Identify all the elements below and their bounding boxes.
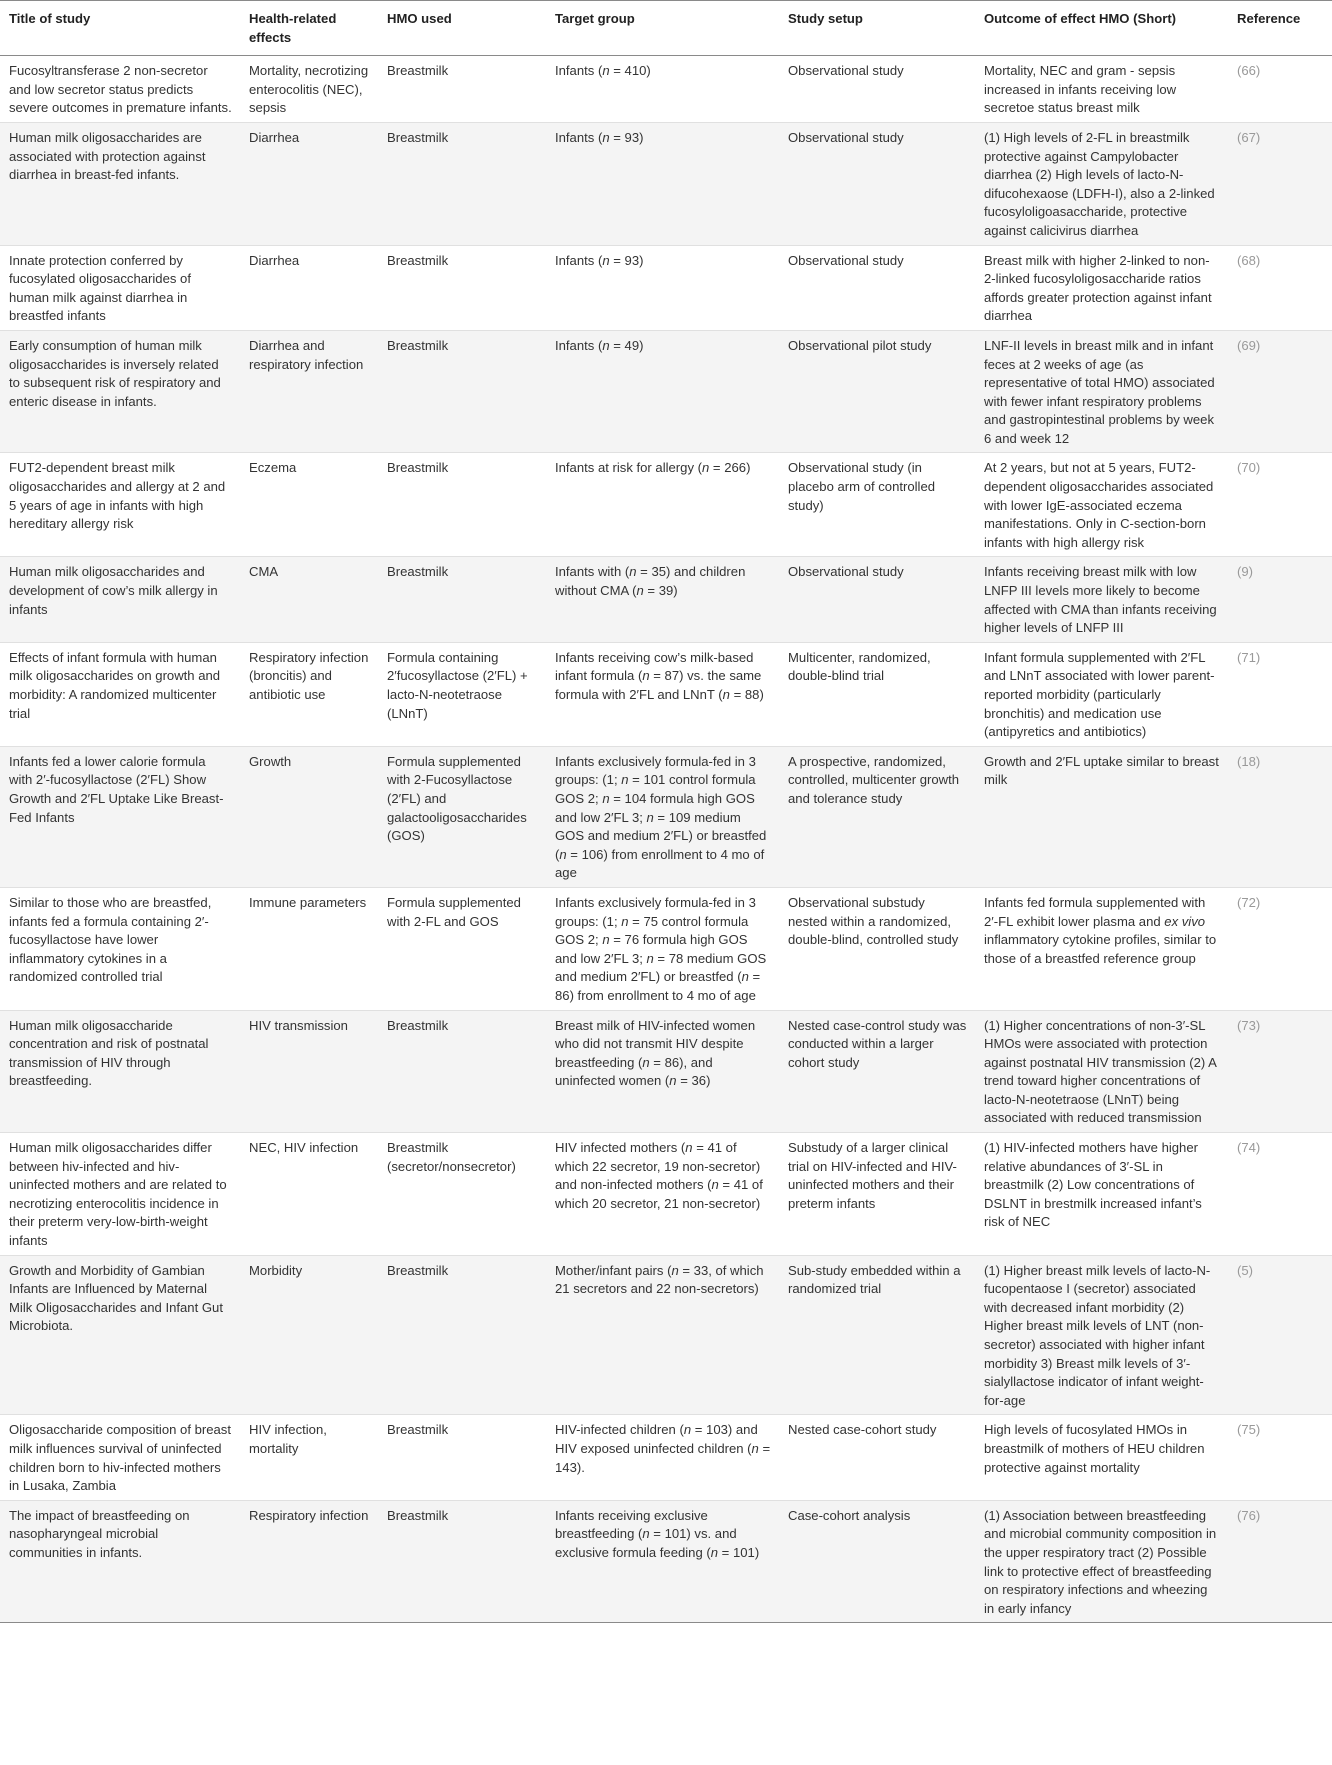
cell-study-setup: Sub-study embedded within a randomized trial xyxy=(788,1262,961,1297)
cell-reference: (66) xyxy=(1237,63,1261,79)
table-row xyxy=(0,122,1332,245)
cell-target-group: Infants exclusively formula-fed in 3 groups: (1; n = 101 control formula GOS 2; n = 104 formula high GOS and low 2′FL 3; n = 109 medium GOS and medium 2′FL) or breastfed (n = 106) from enrollment to 4 mo of age xyxy=(555,753,767,881)
cell-target-group: HIV infected mothers (n = 41 of which 22 secretor, 19 non-secretor) and non-infected mothers (n = 41 of which 20 secretor, 21 non-secretor) xyxy=(555,1140,763,1211)
cell-target-group: Infants (n = 49) xyxy=(555,337,644,353)
cell-study-setup: A prospective, randomized, controlled, multicenter growth and tolerance study xyxy=(788,753,960,806)
table-row xyxy=(0,1255,1332,1415)
header-title: Title of study xyxy=(9,11,91,26)
cell-hmo-used: Breastmilk xyxy=(387,63,449,79)
cell-outcome: (1) Association between breastfeeding and microbial community composition in the upper respiratory tract (2) Possible link to protective effect of breastfeeding on respiratory infections and wheezing in early infancy xyxy=(984,1507,1217,1616)
cell-health-effects: Immune parameters xyxy=(249,894,367,910)
cell-title: Oligosaccharide composition of breast milk influences survival of uninfected children born to hiv-infected mothers in Lusaka, Zambia xyxy=(9,1422,231,1494)
cell-target-group: Infants receiving cow’s milk-based infant formula (n = 87) vs. the same formula with 2′FL and LNnT (n = 88) xyxy=(555,649,764,702)
cell-title: Similar to those who are breastfed, infants fed a formula containing 2′-fucosyllactose have lower inflammatory cytokines in a randomized controlled trial xyxy=(9,894,212,985)
table-row xyxy=(0,1415,1332,1500)
cell-outcome: (1) Higher concentrations of non-3′-SL HMOs were associated with protection against postnatal HIV transmission (2) A trend toward higher concentrations of lacto-N-neotetraose (LNnT) being associated with reduced transmission xyxy=(984,1017,1217,1126)
header-target: Target group xyxy=(555,11,635,26)
cell-health-effects: HIV infection, mortality xyxy=(249,1422,327,1456)
cell-title: Human milk oligosaccharides are associated with protection against diarrhea in breast-fed infants. xyxy=(9,129,206,183)
cell-reference: (68) xyxy=(1237,252,1261,268)
cell-study-setup: Nested case-control study was conducted within a larger cohort study xyxy=(788,1017,967,1070)
cell-title: Effects of infant formula with human milk oligosaccharides on growth and morbidity: A randomized multicenter trial xyxy=(9,649,221,721)
table-row xyxy=(0,1133,1332,1256)
table-row xyxy=(0,56,1332,123)
cell-outcome: Infant formula supplemented with 2′FL and LNnT associated with lower parent-reported morbidity (particularly bronchitis) and medication use (antipyretics and antibiotics) xyxy=(984,649,1215,740)
table-row xyxy=(0,1010,1332,1133)
table-row xyxy=(0,887,1332,1010)
header-effects: Health-related effects xyxy=(249,11,337,45)
cell-outcome: LNF-II levels in breast milk and in infant feces at 2 weeks of age (as representative of total HMO) associated with fewer infant respiratory problems and gastropintestinal problems by week 6 and week 12 xyxy=(984,337,1215,446)
cell-study-setup: Case-cohort analysis xyxy=(788,1507,911,1523)
cell-outcome: Mortality, NEC and gram - sepsis increased in infants receiving low secretoe status breast milk xyxy=(984,63,1177,116)
cell-health-effects: Mortality, necrotizing enterocolitis (NEC), sepsis xyxy=(249,63,369,116)
cell-hmo-used: Breastmilk xyxy=(387,564,449,580)
cell-study-setup: Observational study xyxy=(788,63,904,79)
cell-study-setup: Multicenter, randomized, double-blind trial xyxy=(788,649,931,684)
cell-study-setup: Observational substudy nested within a randomized, double-blind, controlled study xyxy=(788,894,959,948)
cell-title: Growth and Morbidity of Gambian Infants are Influenced by Maternal Milk Oligosaccharides and Infant Gut Microbiota. xyxy=(9,1262,223,1334)
cell-hmo-used: Breastmilk xyxy=(387,337,449,353)
table-row xyxy=(0,642,1332,746)
cell-health-effects: Respiratory infection (broncitis) and antibiotic use xyxy=(249,649,369,702)
cell-outcome: At 2 years, but not at 5 years, FUT2-dependent oligosaccharides associated with lower IgE-associated eczema manifestations. Only in C-section-born infants with high allergy risk xyxy=(984,460,1214,550)
table-row xyxy=(0,746,1332,887)
cell-reference: (75) xyxy=(1237,1422,1261,1438)
cell-reference: (5) xyxy=(1237,1262,1254,1278)
cell-target-group: Infants with (n = 35) and children without CMA (n = 39) xyxy=(555,564,746,599)
cell-hmo-used: Breastmilk xyxy=(387,1507,449,1523)
cell-hmo-used: Breastmilk xyxy=(387,460,449,476)
cell-outcome: Infants receiving breast milk with low LNFP III levels more likely to become affected with CMA than infants receiving higher levels of LNFP III xyxy=(984,564,1217,636)
cell-health-effects: HIV transmission xyxy=(249,1017,348,1033)
cell-study-setup: Substudy of a larger clinical trial on HIV-infected and HIV-uninfected mothers and their preterm infants xyxy=(788,1140,957,1211)
cell-hmo-used: Formula supplemented with 2-Fucosyllactose (2′FL) and galactooligosaccharides (GOS) xyxy=(387,753,527,844)
cell-health-effects: Diarrhea xyxy=(249,252,300,268)
cell-target-group: Infants (n = 410) xyxy=(555,63,651,79)
table-row xyxy=(0,1500,1332,1623)
cell-title: Infants fed a lower calorie formula with 2′-fucosyllactose (2′FL) Show Growth and 2′FL Uptake Like Breast-Fed Infants xyxy=(9,753,224,825)
cell-title: FUT2-dependent breast milk oligosaccharides and allergy at 2 and 5 years of age in infants with high hereditary allergy risk xyxy=(9,460,226,532)
cell-reference: (71) xyxy=(1237,649,1261,665)
cell-title: Human milk oligosaccharides and development of cow’s milk allergy in infants xyxy=(9,564,218,617)
cell-health-effects: Diarrhea and respiratory infection xyxy=(249,337,364,372)
cell-health-effects: NEC, HIV infection xyxy=(249,1140,359,1156)
cell-outcome: Breast milk with higher 2-linked to non-2-linked fucosyloligosaccharide ratios affords greater protection against infant diarrhea xyxy=(984,252,1212,324)
cell-title: Human milk oligosaccharides differ between hiv-infected and hiv-uninfected mothers and are related to necrotizing enterocolitis incidence in their preterm very-low-birth-weight infants xyxy=(9,1140,227,1249)
cell-reference: (72) xyxy=(1237,894,1261,910)
cell-health-effects: Morbidity xyxy=(249,1262,303,1278)
cell-hmo-used: Formula containing 2′fucosyllactose (2′FL) + lacto-N-neotetraose (LNnT) xyxy=(387,649,528,721)
cell-study-setup: Observational study xyxy=(788,564,904,580)
cell-outcome: (1) Higher breast milk levels of lacto-N-fucopentaose I (secretor) associated with decreased infant morbidity (2) Higher breast milk levels of LNT (non-secretor) associated with higher infant morbidity 3) Breast milk levels of 3′-sialyllactose indicator of infant weight-for-age xyxy=(984,1262,1211,1408)
cell-target-group: Infants (n = 93) xyxy=(555,129,644,145)
cell-health-effects: Growth xyxy=(249,753,292,769)
cell-hmo-used: Formula supplemented with 2-FL and GOS xyxy=(387,894,521,929)
cell-study-setup: Observational study xyxy=(788,252,904,268)
table-body xyxy=(0,56,1332,1623)
cell-title: The impact of breastfeeding on nasopharyngeal microbial communities in infants. xyxy=(9,1507,190,1560)
cell-outcome: (1) HIV-infected mothers have higher relative abundances of 3′-SL in breastmilk (2) Low concentrations of DSLNT in brestmilk increased infant’s risk of NEC xyxy=(984,1140,1202,1230)
cell-target-group: Infants exclusively formula-fed in 3 groups: (1; n = 75 control formula GOS 2; n = 76 formula high GOS and low 2′FL 3; n = 78 medium GOS and medium 2′FL) or breastfed (n = 86) from enrollment to 4 mo of age xyxy=(555,894,767,1003)
cell-target-group: Infants receiving exclusive breastfeeding (n = 101) vs. and exclusive formula feeding (n = 101) xyxy=(555,1507,760,1560)
cell-reference: (67) xyxy=(1237,129,1261,145)
header-outcome: Outcome of effect HMO (Short) xyxy=(984,11,1177,26)
cell-study-setup: Observational study xyxy=(788,129,904,145)
cell-reference: (73) xyxy=(1237,1017,1261,1033)
cell-title: Fucosyltransferase 2 non-secretor and low secretor status predicts severe outcomes in premature infants. xyxy=(9,63,232,116)
header-reference: Reference xyxy=(1237,11,1301,26)
cell-outcome: Growth and 2′FL uptake similar to breast milk xyxy=(984,753,1219,788)
cell-title: Innate protection conferred by fucosylated oligosaccharides of human milk against diarrhea in breastfed infants xyxy=(9,252,191,324)
cell-target-group: Infants at risk for allergy (n = 266) xyxy=(555,460,751,476)
table-row xyxy=(0,453,1332,557)
cell-target-group: Breast milk of HIV-infected women who did not transmit HIV despite breastfeeding (n = 86), and uninfected women (n = 36) xyxy=(555,1017,756,1089)
cell-reference: (9) xyxy=(1237,564,1254,580)
cell-hmo-used: Breastmilk xyxy=(387,1017,449,1033)
cell-hmo-used: Breastmilk xyxy=(387,252,449,268)
cell-outcome: Infants fed formula supplemented with 2′-FL exhibit lower plasma and ex vivo inflammatory cytokine profiles, similar to those of a breastfed reference group xyxy=(984,894,1217,966)
cell-study-setup: Observational pilot study xyxy=(788,337,932,353)
cell-reference: (76) xyxy=(1237,1507,1261,1523)
cell-outcome: High levels of fucosylated HMOs in breastmilk of mothers of HEU children protective against mortality xyxy=(984,1422,1205,1475)
cell-hmo-used: Breastmilk (secretor/nonsecretor) xyxy=(387,1140,516,1174)
cell-study-setup: Observational study (in placebo arm of controlled study) xyxy=(788,460,936,513)
table-row xyxy=(0,330,1332,453)
cell-target-group: HIV-infected children (n = 103) and HIV exposed uninfected children (n = 143). xyxy=(555,1422,771,1475)
cell-reference: (18) xyxy=(1237,753,1261,769)
header-hmo: HMO used xyxy=(387,11,452,26)
cell-study-setup: Nested case-cohort study xyxy=(788,1422,937,1438)
cell-reference: (74) xyxy=(1237,1140,1261,1156)
cell-health-effects: Diarrhea xyxy=(249,129,300,145)
cell-title: Human milk oligosaccharide concentration and risk of postnatal transmission of HIV through breastfeeding. xyxy=(9,1017,209,1089)
table-row xyxy=(0,557,1332,642)
cell-health-effects: Eczema xyxy=(249,460,297,476)
cell-target-group: Mother/infant pairs (n = 33, of which 21 secretors and 22 non-secretors) xyxy=(555,1262,764,1297)
header-row xyxy=(0,1,1332,56)
header-setup: Study setup xyxy=(788,11,863,26)
table-row xyxy=(0,245,1332,330)
cell-reference: (70) xyxy=(1237,460,1261,476)
cell-outcome: (1) High levels of 2-FL in breastmilk protective against Campylobacter diarrhea (2) High levels of lacto-N-difucohexaose (LDFH-I), also a 2-linked fucosyloligoasaccharide, protective against calicivirus diarrhea xyxy=(984,129,1215,238)
cell-health-effects: CMA xyxy=(249,564,279,580)
cell-title: Early consumption of human milk oligosaccharides is inversely related to subsequent risk of respiratory and enteric disease in infants. xyxy=(9,337,221,409)
cell-hmo-used: Breastmilk xyxy=(387,129,449,145)
cell-health-effects: Respiratory infection xyxy=(249,1507,369,1523)
cell-reference: (69) xyxy=(1237,337,1261,353)
cell-hmo-used: Breastmilk xyxy=(387,1262,449,1278)
cell-target-group: Infants (n = 93) xyxy=(555,252,644,268)
cell-hmo-used: Breastmilk xyxy=(387,1422,449,1438)
